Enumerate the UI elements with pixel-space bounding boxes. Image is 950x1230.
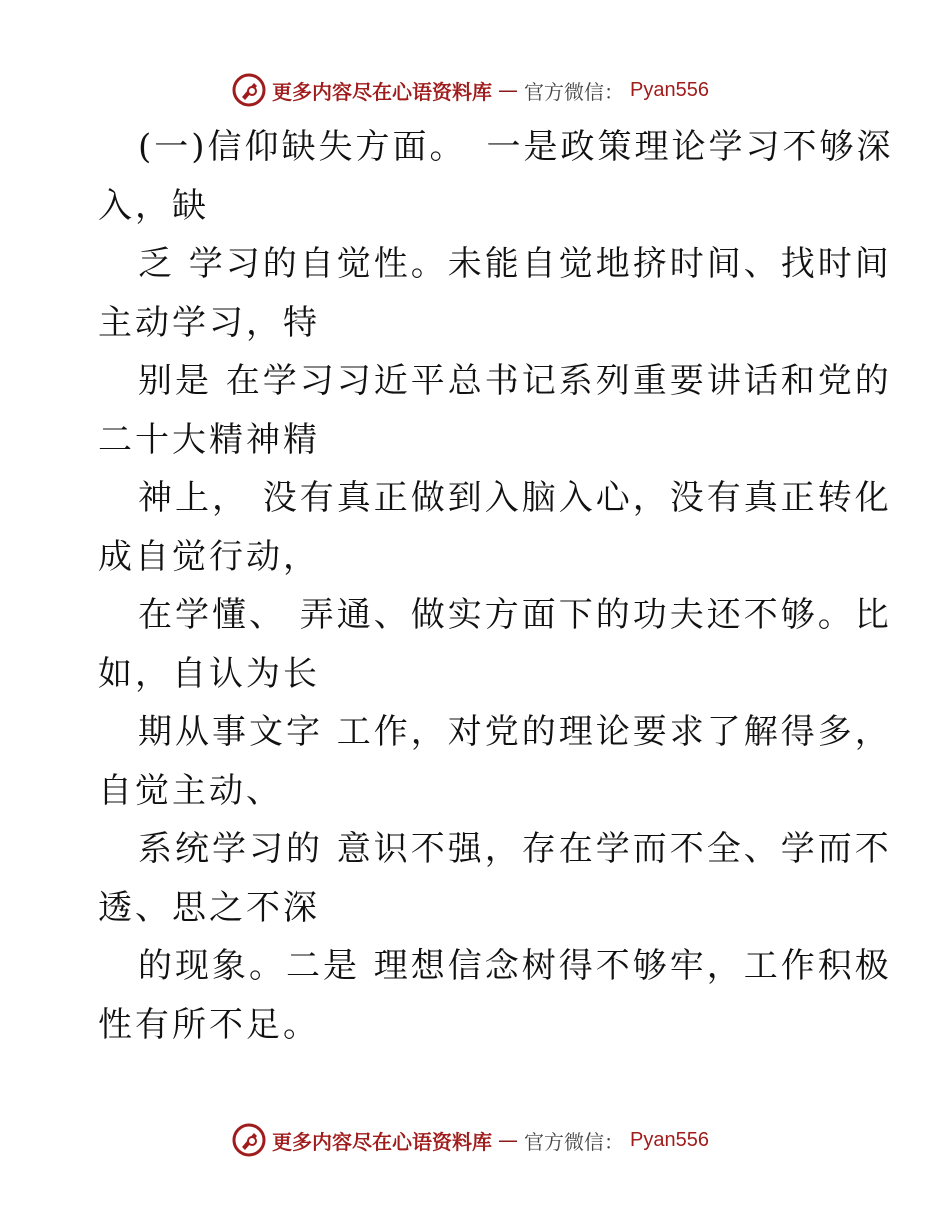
text-line: 入，缺	[98, 185, 209, 226]
header-watermark	[232, 72, 709, 108]
text-line: 二十大精神精	[98, 419, 320, 460]
text-line: 神上， 没有真正做到入脑入心，没有真正转化	[138, 478, 892, 518]
text-line: 性有所不足。	[98, 1004, 320, 1045]
watermark-separator: —	[498, 1128, 518, 1152]
watermark-label: 官方微信：	[524, 79, 624, 104]
watermark-brand: 更多内容尽在心语资料库	[272, 79, 492, 104]
watermark-separator: —	[498, 78, 518, 102]
text-line: 期从事文字 工作，对党的理论要求了解得多，	[138, 712, 892, 752]
text-line: 透、思之不深	[98, 887, 320, 928]
text-line: 自觉主动、	[98, 770, 283, 811]
text-line: 主动学习，特	[98, 302, 320, 343]
text-line: 别是 在学习习近平总书记系列重要讲话和党的	[138, 361, 892, 401]
watermark-id: Pyan556	[630, 78, 709, 101]
text-line: 系统学习的 意识不强，存在学而不全、学而不	[138, 829, 892, 869]
text-line: 如，自认为长	[98, 653, 320, 694]
pen-circle-logo-icon	[232, 1123, 266, 1157]
footer-watermark	[232, 1122, 709, 1158]
pen-circle-logo-icon	[232, 73, 266, 107]
document-body	[98, 118, 894, 1054]
watermark-id: Pyan556	[630, 1128, 709, 1151]
text-line: 在学懂、 弄通、做实方面下的功夫还不够。比	[138, 595, 892, 635]
watermark-brand: 更多内容尽在心语资料库	[272, 1129, 492, 1154]
text-line: (一)信仰缺失方面。 一是政策理论学习不够深	[138, 127, 894, 167]
text-line: 的现象。二是 理想信念树得不够牢，工作积极	[138, 946, 892, 986]
watermark-label: 官方微信：	[524, 1129, 624, 1154]
text-line: 成自觉行动，	[98, 536, 320, 577]
text-line: 乏 学习的自觉性。未能自觉地挤时间、找时间	[138, 244, 892, 284]
